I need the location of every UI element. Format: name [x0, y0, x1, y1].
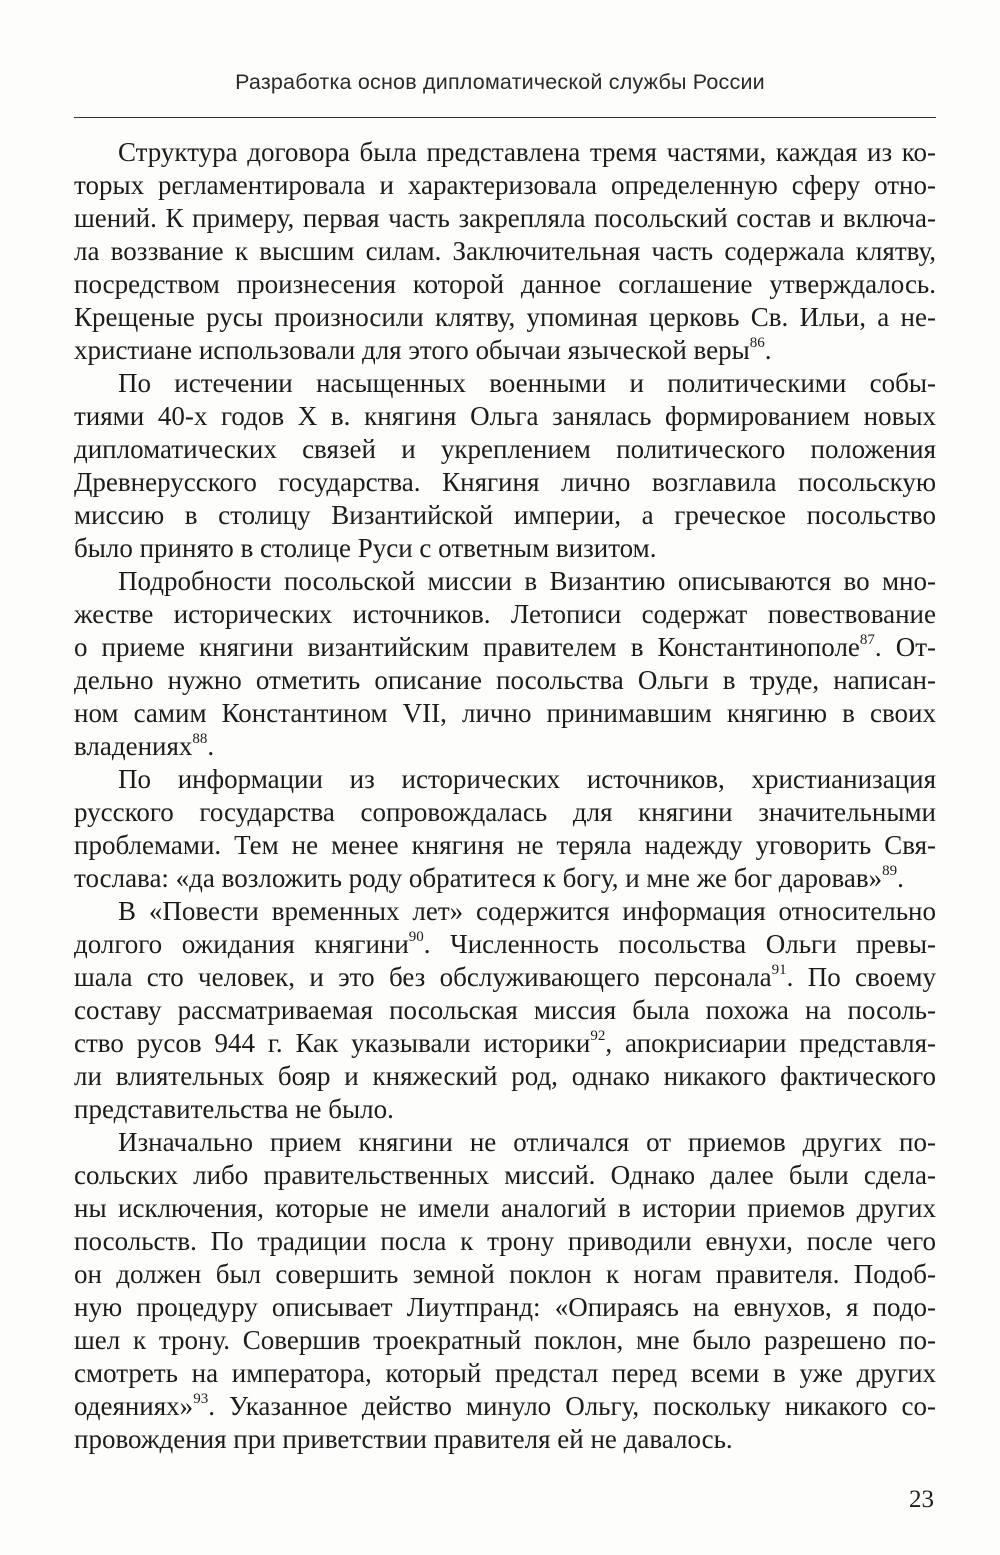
line-text: владениях — [74, 731, 193, 761]
text-line: он должен был совершить земной поклон к ногам правителя. Подоб- — [74, 1259, 936, 1289]
footnote-ref: 88 — [192, 731, 208, 747]
text-line: представительства не было. — [74, 1094, 394, 1124]
text-line — [74, 1390, 936, 1423]
footnote-ref: 87 — [859, 632, 875, 648]
footnote-ref: 93 — [193, 1391, 209, 1407]
line-tail: . Указанное действо минуло Ольгу, поскольку никакого со- — [208, 1391, 936, 1421]
text-line: ла воззвание к высшим силам. Заключительная часть содержала клятву, — [74, 236, 936, 266]
text-line: посольств. По традиции посла к трону приводили евнухи, после чего — [74, 1226, 936, 1256]
line-tail: . Численность посольства Ольги превы- — [423, 929, 936, 959]
line-text: долгого ожидания княгини — [74, 929, 409, 959]
body-text — [74, 136, 936, 1456]
paragraph-4 — [74, 763, 936, 895]
line-text: одеяниях» — [74, 1391, 194, 1421]
text-line: составу рассматриваемая посольская миссия была похожа на посоль- — [74, 995, 936, 1025]
text-line: По истечении насыщенных военными и политическими собы- — [118, 368, 936, 398]
paragraph-1 — [74, 136, 936, 367]
paragraph-5 — [74, 895, 936, 1126]
footnote-ref: 86 — [749, 335, 765, 351]
line-tail: . — [897, 863, 904, 893]
text-line — [74, 334, 936, 367]
line-text: ство русов 944 г. Как указывали историки — [74, 1028, 591, 1058]
footnote-ref: 89 — [882, 863, 898, 879]
paragraph-6 — [74, 1126, 936, 1456]
page-number: 23 — [909, 1486, 934, 1513]
text-line: ную процедуру описывает Лиутпранд: «Опираясь на евнухов, я подо- — [74, 1292, 936, 1322]
text-line — [74, 1027, 936, 1060]
text-line: Структура договора была представлена тремя частями, каждая из ко- — [118, 137, 936, 167]
text-line — [74, 961, 936, 994]
line-tail: . — [764, 335, 772, 365]
text-line — [74, 862, 936, 895]
text-line: провождения при приветствии правителя ей не давалось. — [74, 1424, 733, 1454]
text-line: миссию в столицу Византийской империи, а греческое посольство — [74, 500, 936, 530]
text-line: Крещеные русы произносили клятву, упоминая церковь Св. Ильи, а не- — [74, 302, 936, 332]
text-line: дипломатических связей и укреплением политического положения — [74, 434, 936, 464]
text-line: дельно нужно отметить описание посольства Ольги в труде, написан- — [74, 665, 936, 695]
text-line: сольских либо правительственных миссий. Однако далее были сдела- — [74, 1160, 936, 1190]
text-line: По информации из исторических источников, христианизация — [118, 764, 936, 794]
text-line: шений. К примеру, первая часть закрепляла посольский состав и включа- — [74, 203, 936, 233]
footnote-ref: 90 — [408, 929, 424, 945]
text-line: ли влиятельных бояр и княжеский род, однако никакого фактического — [74, 1061, 936, 1091]
text-line: Изначально прием княгини не отличался от приемов других по- — [118, 1127, 936, 1157]
text-line: шел к трону. Совершив троекратный поклон, мне было разрешено по- — [74, 1325, 936, 1355]
line-text: о приеме княгини византийским правителем в Константинополе — [74, 632, 860, 662]
line-text: христиане использовали для этого обычаи языческой веры — [74, 335, 750, 365]
header-rule — [74, 117, 936, 118]
line-tail: . — [207, 731, 215, 761]
line-tail: , апокрисиарии представля- — [605, 1028, 936, 1058]
line-tail: . От- — [874, 632, 936, 662]
text-line: ны исключения, которые не имели аналогий в истории приемов других — [74, 1193, 936, 1223]
text-line: русского государства сопровождалась для княгини значительными — [74, 797, 936, 827]
text-line: жестве исторических источников. Летописи содержат повествование — [74, 599, 936, 629]
line-text: шала сто человек, и это без обслуживающего персонала — [74, 962, 772, 992]
text-line — [74, 730, 936, 763]
text-line: посредством произнесения которой данное соглашение утверждалось. — [74, 269, 936, 299]
text-line: было принято в столице Руси с ответным визитом. — [74, 533, 657, 563]
text-line: тиями 40-х годов X в. княгиня Ольга занялась формированием новых — [74, 401, 936, 431]
paragraph-3 — [74, 565, 936, 763]
text-line: торых регламентировала и характеризовала определенную сферу отно- — [74, 170, 936, 200]
line-tail: . По своему — [786, 962, 936, 992]
text-line — [74, 631, 936, 664]
text-line: смотреть на императора, который предстал перед всеми в уже других — [74, 1358, 936, 1388]
text-line: ном самим Константином VII, лично принимавшим княгиню в своих — [74, 698, 936, 728]
line-text: тослава: «да возложить роду обратитеся к богу, и мне же бог даровав» — [74, 863, 883, 893]
footnote-ref: 92 — [590, 1028, 606, 1044]
text-line: В «Повести временных лет» содержится информация относительно — [118, 896, 936, 926]
text-line: Подробности посольской миссии в Византию описываются во мно- — [118, 566, 936, 596]
paragraph-2 — [74, 367, 936, 565]
text-line — [74, 928, 936, 961]
text-line: проблемами. Тем не менее княгиня не теряла надежду уговорить Свя- — [74, 830, 936, 860]
footnote-ref: 91 — [771, 962, 787, 978]
text-line: Древнерусского государства. Княгиня лично возглавила посольскую — [74, 467, 936, 497]
running-header: Разработка основ дипломатической службы России — [235, 70, 765, 94]
